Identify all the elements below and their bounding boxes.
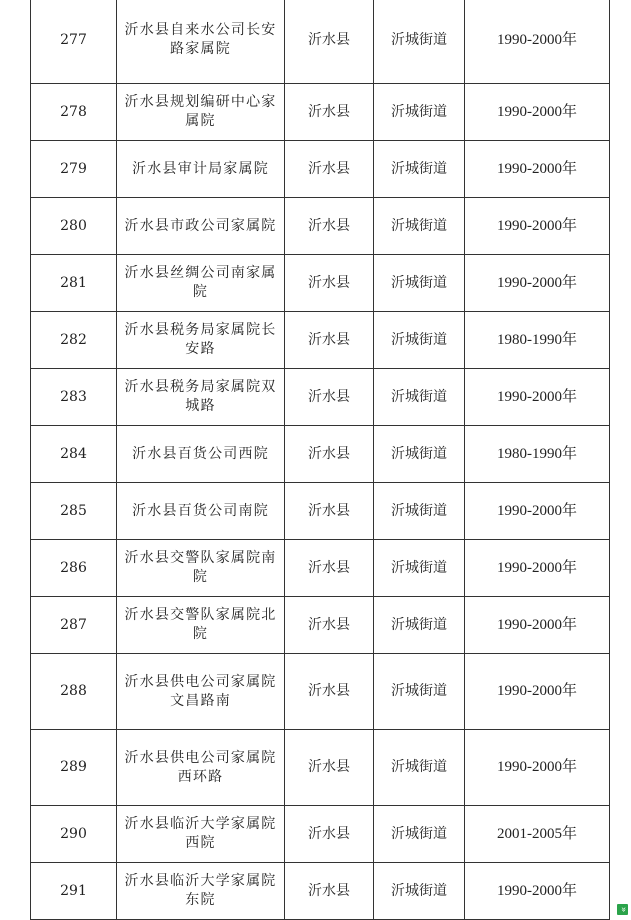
construction-years: 1990-2000年 [465,863,610,920]
row-number: 285 [31,483,117,540]
row-number: 277 [31,0,117,84]
construction-years: 1990-2000年 [465,0,610,84]
street: 沂城街道 [374,255,465,312]
construction-years: 1990-2000年 [465,198,610,255]
community-name: 沂水县审计局家属院 [117,141,285,198]
row-number: 284 [31,426,117,483]
construction-years: 1990-2000年 [465,141,610,198]
table-row [31,483,610,540]
row-number: 290 [31,806,117,863]
table-row [31,0,610,84]
street: 沂城街道 [374,141,465,198]
community-name: 沂水县交警队家属院南院 [117,540,285,597]
county: 沂水县 [285,654,374,730]
county: 沂水县 [285,863,374,920]
community-name: 沂水县供电公司家属院文昌路南 [117,654,285,730]
street: 沂城街道 [374,806,465,863]
street: 沂城街道 [374,483,465,540]
street: 沂城街道 [374,0,465,84]
street: 沂城街道 [374,426,465,483]
construction-years: 1990-2000年 [465,369,610,426]
table-row [31,654,610,730]
row-number: 282 [31,312,117,369]
county: 沂水县 [285,369,374,426]
community-name: 沂水县百货公司南院 [117,483,285,540]
county: 沂水县 [285,483,374,540]
row-number: 279 [31,141,117,198]
row-number: 283 [31,369,117,426]
construction-years: 1990-2000年 [465,255,610,312]
row-number: 278 [31,84,117,141]
community-name: 沂水县自来水公司长安路家属院 [117,0,285,84]
street: 沂城街道 [374,312,465,369]
row-number: 286 [31,540,117,597]
construction-years: 1990-2000年 [465,483,610,540]
table-row [31,84,610,141]
county: 沂水县 [285,0,374,84]
table-row [31,255,610,312]
construction-years: 1990-2000年 [465,654,610,730]
county: 沂水县 [285,312,374,369]
county: 沂水县 [285,255,374,312]
county: 沂水县 [285,597,374,654]
construction-years: 1990-2000年 [465,540,610,597]
table-row [31,369,610,426]
table-row [31,863,610,920]
county: 沂水县 [285,426,374,483]
community-name: 沂水县税务局家属院双城路 [117,369,285,426]
table-row [31,141,610,198]
community-table [30,0,610,920]
construction-years: 1990-2000年 [465,597,610,654]
street: 沂城街道 [374,654,465,730]
street: 沂城街道 [374,198,465,255]
table-row [31,198,610,255]
county: 沂水县 [285,540,374,597]
construction-years: 1980-1990年 [465,312,610,369]
community-name: 沂水县交警队家属院北院 [117,597,285,654]
construction-years: 1990-2000年 [465,84,610,141]
community-name: 沂水县规划编研中心家属院 [117,84,285,141]
row-number: 291 [31,863,117,920]
construction-years: 2001-2005年 [465,806,610,863]
table-row [31,806,610,863]
county: 沂水县 [285,84,374,141]
construction-years: 1990-2000年 [465,730,610,806]
community-name: 沂水县临沂大学家属院东院 [117,863,285,920]
community-name: 沂水县供电公司家属院西环路 [117,730,285,806]
table-body [31,0,610,920]
row-number: 289 [31,730,117,806]
row-number: 288 [31,654,117,730]
community-name: 沂水县税务局家属院长安路 [117,312,285,369]
row-number: 280 [31,198,117,255]
street: 沂城街道 [374,540,465,597]
street: 沂城街道 [374,84,465,141]
street: 沂城街道 [374,597,465,654]
row-number: 281 [31,255,117,312]
community-name: 沂水县市政公司家属院 [117,198,285,255]
county: 沂水县 [285,730,374,806]
community-name: 沂水县临沂大学家属院西院 [117,806,285,863]
row-number: 287 [31,597,117,654]
county: 沂水县 [285,806,374,863]
street: 沂城街道 [374,730,465,806]
county: 沂水县 [285,198,374,255]
table-row [31,540,610,597]
table-row [31,730,610,806]
table-row [31,312,610,369]
community-name: 沂水县百货公司西院 [117,426,285,483]
county: 沂水县 [285,141,374,198]
double-chevron-down-icon[interactable]: » [617,904,628,915]
street: 沂城街道 [374,369,465,426]
table-row [31,597,610,654]
construction-years: 1980-1990年 [465,426,610,483]
community-name: 沂水县丝绸公司南家属院 [117,255,285,312]
street: 沂城街道 [374,863,465,920]
table-row [31,426,610,483]
